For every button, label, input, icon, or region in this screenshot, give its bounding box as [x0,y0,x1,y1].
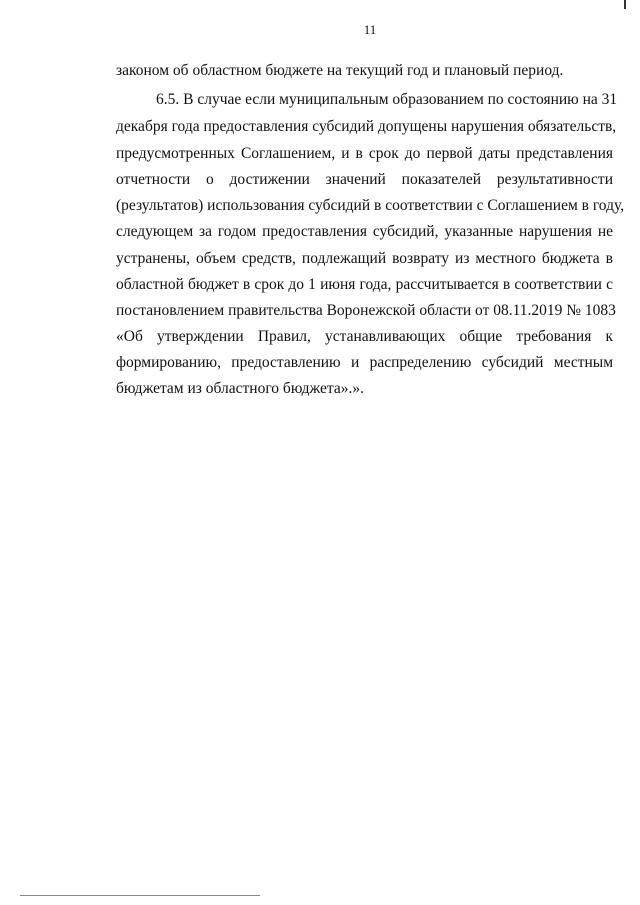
text-line-10: постановлением правительства Воронежской области от 08.11.2019 № 1083 [116,302,616,319]
text-line-4: предусмотренных Соглашением, и в срок до первой даты представления [116,145,613,162]
text-line-13: бюджетам из областного бюджета».». [116,380,364,397]
text-line-7: следующем за годом предоставления субсидий, указанные нарушения не [116,223,613,240]
text-line-2: 6.5. В случае если муниципальным образованием по состоянию на 31 [156,91,618,108]
text-line-9: областной бюджет в срок до 1 июня года, рассчитывается в соответствии с [116,276,613,293]
text-line-12: формированию, предоставлению и распределению субсидий местным [116,354,613,371]
text-line-11: «Об утверждении Правил, устанавливающих общие требования к [116,328,613,345]
text-line-8: устранены, объем средств, подлежащий возврату из местного бюджета в [116,250,613,267]
page-number: 11 [363,22,377,37]
text-line-3: декабря года предоставления субсидий допущены нарушения обязательств, [116,118,617,135]
text-line-1: законом об областном бюджете на текущий год и плановый период. [116,62,564,79]
scan-corner-mark [624,0,626,9]
text-line-6: (результатов) использования субсидий в соответствии с Соглашением в году, [116,197,625,214]
bottom-scan-rule [20,895,260,896]
text-line-5: отчетности о достижении значений показателей результативности [116,171,613,188]
